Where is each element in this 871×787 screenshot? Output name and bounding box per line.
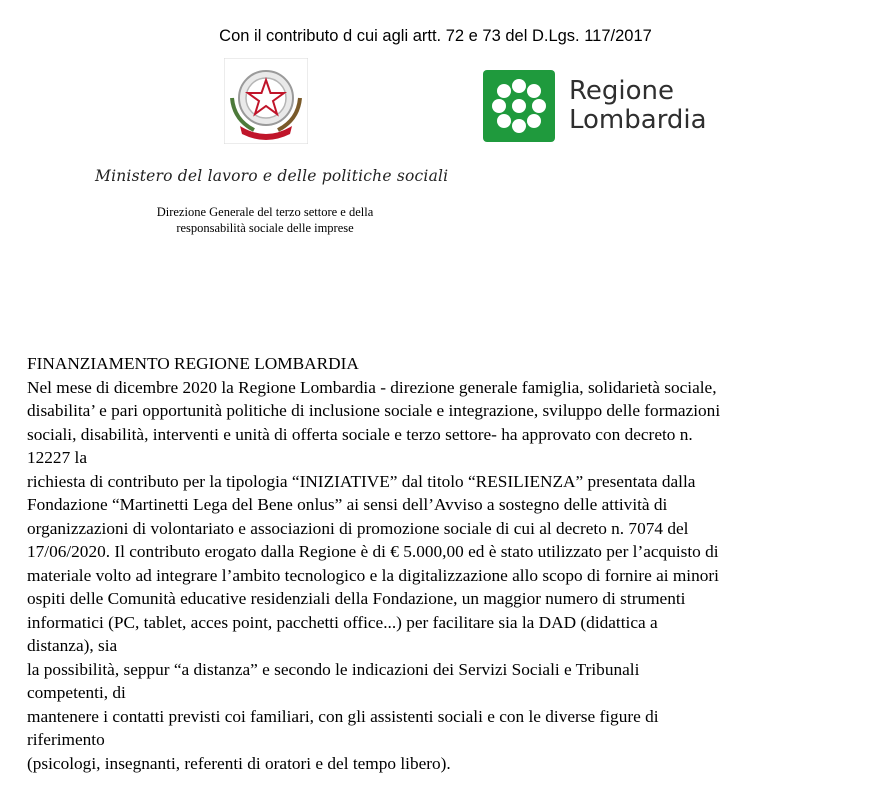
article-line: Fondazione “Martinetti Lega del Bene onlus” ai sensi dell’Avviso a sostegno delle attività di [27,495,668,514]
article-line: la possibilità, seppur “a distanza” e secondo le indicazioni dei Servizi Sociali e Tribunali [27,659,640,679]
article-line: disabilita’ e pari opportunità politiche di inclusione sociale e integrazione, sviluppo delle formazioni [27,401,721,420]
regione-lombardia-logo [483,70,753,144]
article-line: riferimento [27,730,105,749]
article [27,352,847,775]
regione-lombardia-wordmark [569,77,707,135]
article-title: FINANZIAMENTO REGIONE LOMBARDIA [27,354,359,373]
republic-emblem-icon [224,58,308,144]
contribution-header: Con il contributo d cui agli artt. 72 e 73 del D.Lgs. 117/2017 [219,27,652,45]
article-line: 12227 la [27,448,87,467]
wordmark-line: Lombardia [569,105,707,135]
article-line: richiesta di contributo per la tipologia “INIZIATIVE” dal titolo “RESILIENZA” presentata dalla [27,471,696,491]
article-line: mantenere i contatti previsti coi familiari, con gli assistenti sociali e con le diverse figure di [27,706,659,726]
ministry-name: Ministero del lavoro e delle politiche sociali [95,167,449,185]
article-line: competenti, di [27,683,126,702]
article-line: distanza), sia [27,636,118,655]
article-line: organizzazioni di volontariato e associazioni di promozione sociale di cui al decreto n. 7074 del [27,518,689,538]
direction-line: Direzione Generale del terzo settore e della [156,205,374,219]
article-line: informatici (PC, tablet, acces point, pacchetti office...) per facilitare sia la DAD (didattica a [27,612,658,632]
wordmark-line: Regione [569,76,675,106]
regione-lombardia-rosa-camuna-icon [483,70,555,142]
article-line: sociali, disabilità, interventi e unità di offerta sociale e terzo settore- ha approvato con decreto n. [27,424,693,444]
direction-line: responsabilità sociale delle imprese [176,221,354,235]
article-line: 17/06/2020. Il contributo erogato dalla Regione è di € 5.000,00 ed è stato utilizzato per l’acquisto di [27,542,719,561]
article-line: (psicologi, insegnanti, referenti di oratori e del tempo libero). [27,753,451,773]
ministry-direction [120,204,410,236]
article-line: Nel mese di dicembre 2020 la Regione Lombardia - direzione generale famiglia, solidarietà sociale, [27,377,717,397]
article-line: materiale volto ad integrare l’ambito tecnologico e la digitalizzazione allo scopo di fornire ai minori [27,565,719,585]
article-line: ospiti delle Comunità educative residenziali della Fondazione, un maggior numero di strumenti [27,589,686,608]
